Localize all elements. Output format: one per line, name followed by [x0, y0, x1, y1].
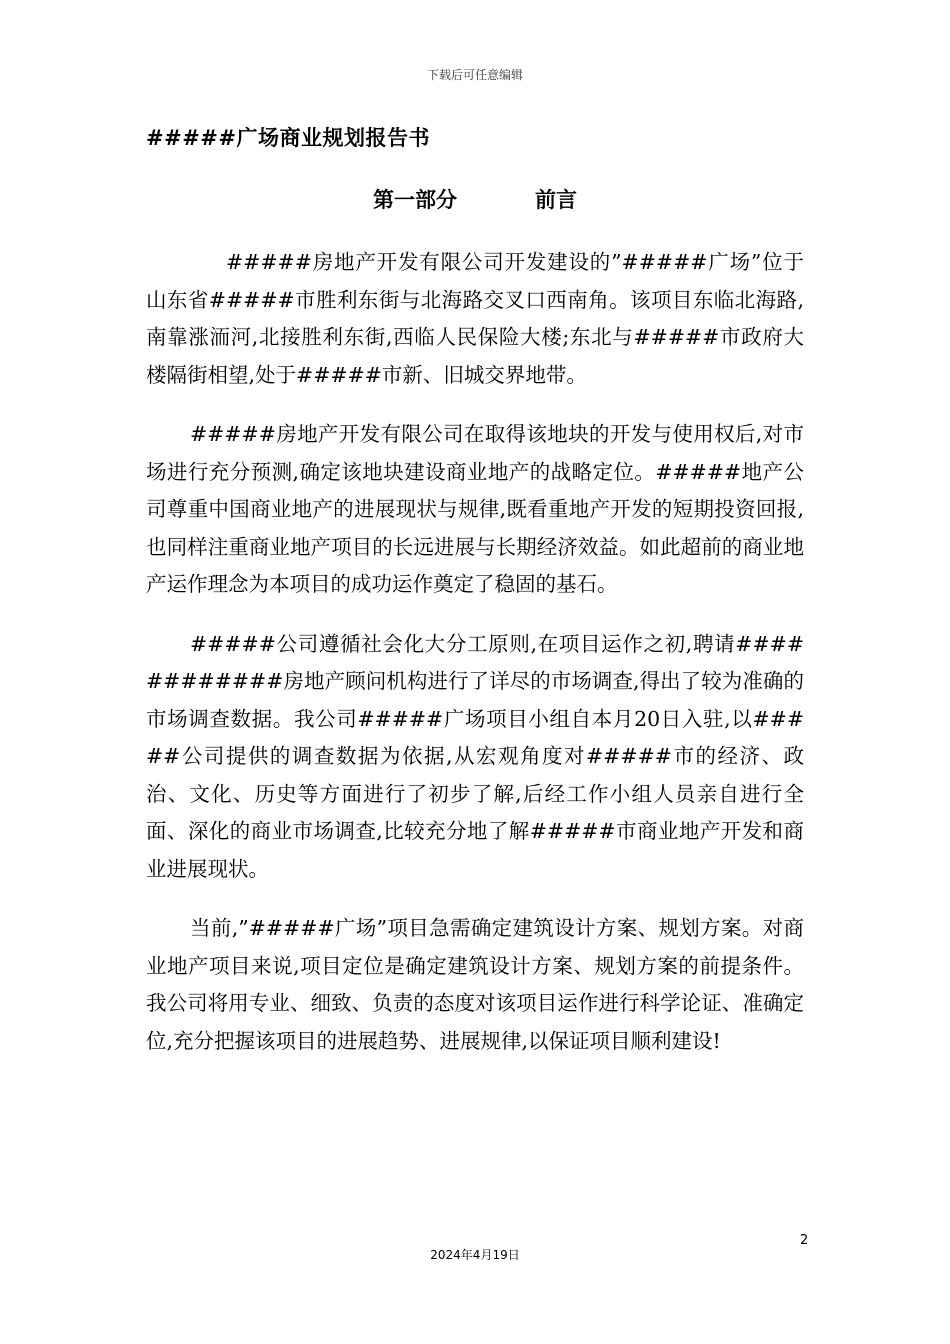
- document-title: #####广场商业规划报告书: [146, 125, 430, 150]
- section-name: 前言: [535, 187, 577, 212]
- footer-date: 2024年4月19日: [430, 1248, 520, 1262]
- paragraph: 当前,”#####广场”项目急需确定建筑设计方案、规划方案。对商业地产项目来说,项目定位是确定建筑设计方案、规划方案的前提条件。我公司将用专业、细致、负责的态度对该项目运作进行科学论证、准确定位,充分把握该项目的进展趋势、进展规律,以保证项目顺利建设!: [146, 916, 804, 1053]
- document-body: [146, 244, 804, 1082]
- paragraph: #####公司遵循社会化大分工原则,在项目运作之初,聘请############房地产顾问机构进行了详尽的市场调查,得出了较为准确的市场调查数据。我公司#####广场项目小组自本月20日入驻,以#####公司提供的调查数据为依据,从宏观角度对#####市的经济、政治、文化、历史等方面进行了初步了解,后经工作小组人员亲自进行全面、深化的商业市场调查,比较充分地了解#####市商业地产开发和商业进展现状。: [146, 631, 804, 881]
- header-note: 下载后可任意编辑: [426, 68, 523, 82]
- section-heading: [0, 184, 950, 214]
- paragraph: #####房地产开发有限公司开发建设的”#####广场”位于山东省#####市胜利东街与北海路交叉口西南角。该项目东临北海路,南靠涨洏河,北接胜利东街,西临人民保险大楼;东北与#####市政府大楼隔街相望,处于#####市新、旧城交界地带。: [146, 250, 804, 387]
- paragraph: #####房地产开发有限公司在取得该地块的开发与使用权后,对市场进行充分预测,确定该地块建设商业地产的战略定位。#####地产公司尊重中国商业地产的进展现状与规律,既看重地产开发的短期投资回报,也同样注重商业地产项目的长远进展与长期经济效益。如此超前的商业地产运作理念为本项目的成功运作奠定了稳固的基石。: [146, 422, 804, 596]
- page-number: 2: [800, 1233, 809, 1248]
- section-part: 第一部分: [373, 187, 457, 212]
